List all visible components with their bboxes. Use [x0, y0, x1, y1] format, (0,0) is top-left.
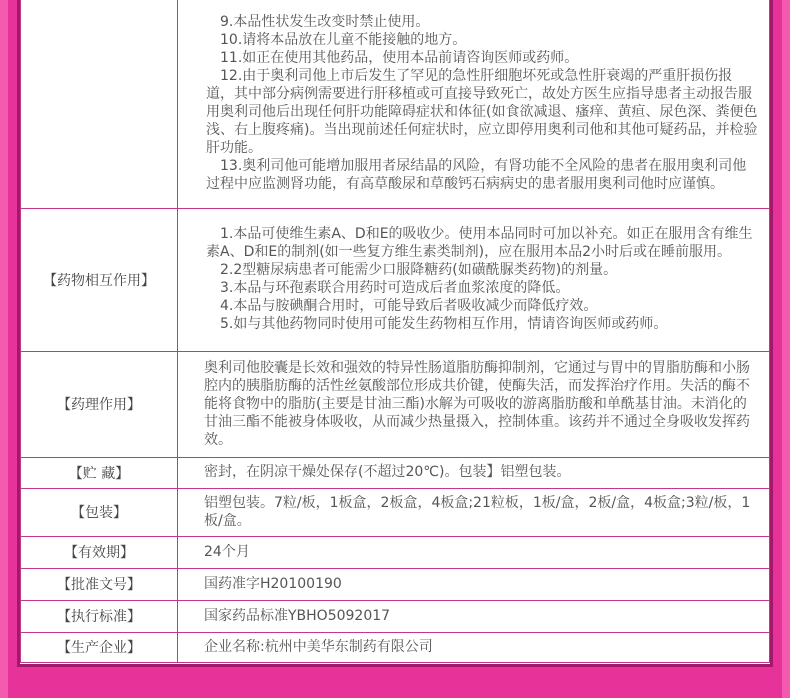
interaction-item-1: 1.本品可使维生素A、D和E的吸收少。使用本品同时可加以补充。如正在服用含有维生素A、D和E的制剂(如一些复方维生素类制剂)，应在服用本品2小时后或在睡前服用。: [206, 226, 753, 260]
approval-value: 国药准字H20100190: [178, 568, 770, 600]
interactions-label: 【药物相互作用】: [21, 208, 178, 351]
precautions-value: [178, 0, 770, 208]
interaction-item-5: 5.如与其他药物同时使用可能发生药物相互作用，情请咨询医师或药师。: [220, 316, 668, 332]
approval-label: 【批准文号】: [21, 568, 178, 600]
row-package: [21, 488, 770, 536]
precaution-item-12: 12.由于奥利司他上市后发生了罕见的急性肝细胞坏死或急性肝衰竭的严重肝损伤报道，其中部分病例需要进行肝移植或可直接导致死亡，故处方医生应指导患者主动报告服用奥利司他后出现任何肝功能障碍症状和体征(如食欲减退、瘙痒、黄疸、尿色深、粪便色浅、右上腹疼痛)。当出现前述任何症状时，应立即停用奥利司他和其他可疑药品，并检验肝功能。: [206, 68, 758, 157]
manufacturer-label: 【生产企业】: [21, 632, 178, 662]
row-manufacturer: [21, 632, 770, 662]
storage-label: 【贮 藏】: [21, 457, 178, 488]
row-interactions: [21, 208, 770, 351]
pharmacology-value: 奥利司他胶囊是长效和强效的特异性肠道脂肪酶抑制剂，它通过与胃中的胃脂肪酶和小肠腔内的胰脂肪酶的活性丝氨酸部位形成共价键，使酶失活，而发挥治疗作用。失活的酶不能将食物中的脂肪(主要是甘油三酯)水解为可吸收的游离脂肪酸和单酰基甘油。未消化的甘油三酯不能被身体吸收，从而减少热量摄入，控制体重。该药并不通过全身吸收发挥药效。: [178, 351, 770, 457]
interaction-item-2: 2.2型糖尿病患者可能需少口服降糖药(如磺酰脲类药物)的剂量。: [220, 262, 618, 278]
package-label: 【包装】: [21, 488, 178, 536]
standard-value: 国家药品标准YBHO5092017: [178, 600, 770, 632]
precaution-item-13: 13.奥利司他可能增加服用者尿结晶的风险，有肾功能不全风险的患者在服用奥利司他过程中应监测肾功能，有高草酸尿和草酸钙石病病史的患者服用奥利司他时应谨慎。: [206, 158, 747, 193]
storage-value: 密封，在阴凉干燥处保存(不超过20℃)。包装】铝塑包装。: [178, 457, 770, 488]
standard-label: 【执行标准】: [21, 600, 178, 632]
row-pharmacology: [21, 351, 770, 457]
interactions-value: [178, 208, 770, 351]
precaution-item-10: 10.请将本品放在儿童不能接触的地方。: [220, 32, 467, 49]
row-approval: [21, 568, 770, 600]
instruction-sheet: [17, 0, 773, 667]
precaution-item-9: 9.本品性状发生改变时禁止使用。: [220, 14, 430, 31]
validity-value: 24个月: [178, 536, 770, 568]
row-storage: [21, 457, 770, 488]
drug-info-table: [20, 0, 770, 663]
package-value: 铝塑包装。7粒/板，1板盒，2板盒，4板盒;21粒板，1板/盒，2板/盒，4板盒;3粒/板，1板/盒。: [178, 488, 770, 536]
pharmacology-label: 【药理作用】: [21, 351, 178, 457]
precautions-label: [21, 0, 178, 208]
precaution-item-11: 11.如正在使用其他药品，使用本品前请咨询医师或药师。: [220, 50, 579, 67]
row-validity: [21, 536, 770, 568]
interaction-item-4: 4.本品与胺碘酮合用时，可能导致后者吸收减少而降低疗效。: [220, 298, 598, 314]
row-precautions: [21, 0, 770, 208]
manufacturer-value: 企业名称:杭州中美华东制药有限公司: [178, 632, 770, 662]
interaction-item-3: 3.本品与环孢素联合用药时可造成后者血浆浓度的降低。: [220, 280, 570, 296]
validity-label: 【有效期】: [21, 536, 178, 568]
row-standard: [21, 600, 770, 632]
